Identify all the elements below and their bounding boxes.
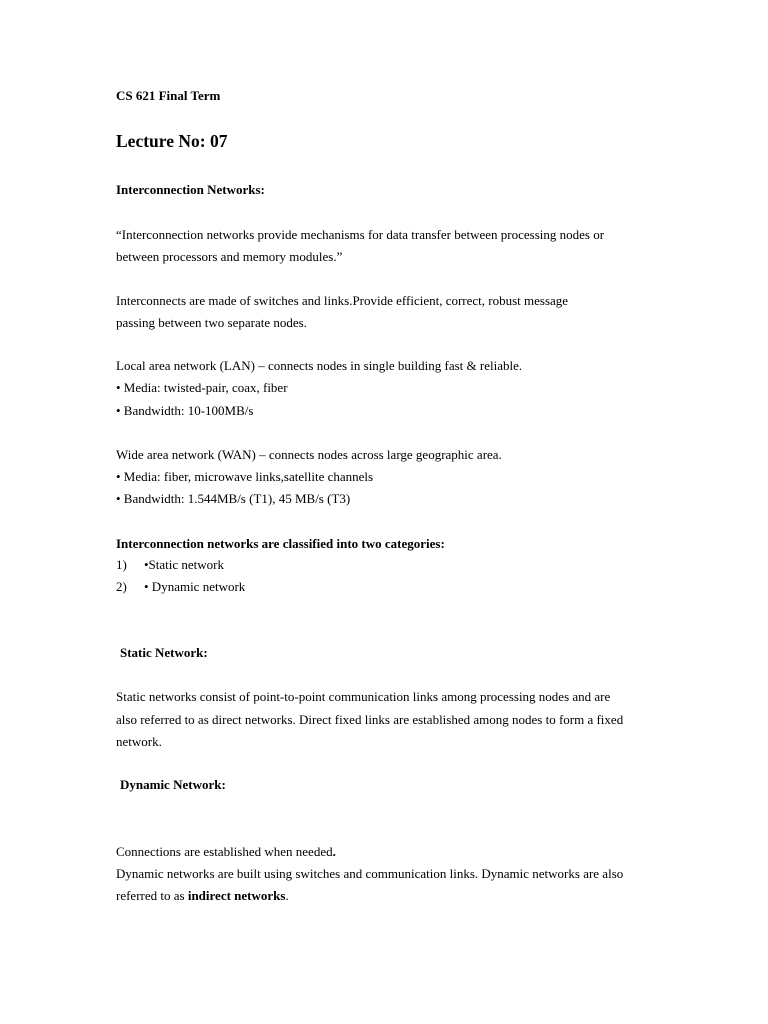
indirect-networks-term: indirect networks xyxy=(187,888,286,903)
list-text: •Static network xyxy=(144,557,225,572)
static-network-heading: Static Network: xyxy=(120,645,208,660)
list-number: 1) xyxy=(116,557,127,572)
wan-line: Wide area network (WAN) – connects nodes across large geographic area. xyxy=(116,447,502,462)
categories-heading: Interconnection networks are classified into two categories: xyxy=(116,536,445,551)
lan-bandwidth: • Bandwidth: 10-100MB/s xyxy=(116,403,254,418)
interconnects-line-2: passing between two separate nodes. xyxy=(116,315,307,330)
quote-line-2: between processors and memory modules.” xyxy=(116,249,343,264)
lan-media: • Media: twisted-pair, coax, fiber xyxy=(116,380,288,395)
dynamic-line-3: referred to as indirect networks. xyxy=(116,888,289,903)
lecture-title: Lecture No: 07 xyxy=(116,131,228,151)
dynamic-network-heading: Dynamic Network: xyxy=(120,777,226,792)
list-item xyxy=(116,557,224,573)
list-item xyxy=(116,579,245,595)
wan-bandwidth: • Bandwidth: 1.544MB/s (T1), 45 MB/s (T3) xyxy=(116,491,351,506)
dynamic-line-2: Dynamic networks are built using switches and communication links. Dynamic networks are also xyxy=(116,866,624,881)
list-text: • Dynamic network xyxy=(144,579,246,594)
dynamic-line-1: Connections are established when needed. xyxy=(116,844,336,859)
interconnects-line-1: Interconnects are made of switches and links.Provide efficient, correct, robust message xyxy=(116,293,569,308)
static-line-3: network. xyxy=(116,734,162,749)
static-line-2: also referred to as direct networks. Direct fixed links are established among nodes to form a fixed xyxy=(116,712,624,727)
course-title: CS 621 Final Term xyxy=(116,88,221,103)
wan-media: • Media: fiber, microwave links,satellite channels xyxy=(116,469,374,484)
list-number: 2) xyxy=(116,579,127,594)
interconnection-heading: Interconnection Networks: xyxy=(116,182,265,197)
lan-line: Local area network (LAN) – connects nodes in single building fast & reliable. xyxy=(116,358,523,373)
static-line-1: Static networks consist of point-to-point communication links among processing nodes and are xyxy=(116,689,611,704)
quote-line-1: “Interconnection networks provide mechanisms for data transfer between processing nodes or xyxy=(116,227,605,242)
